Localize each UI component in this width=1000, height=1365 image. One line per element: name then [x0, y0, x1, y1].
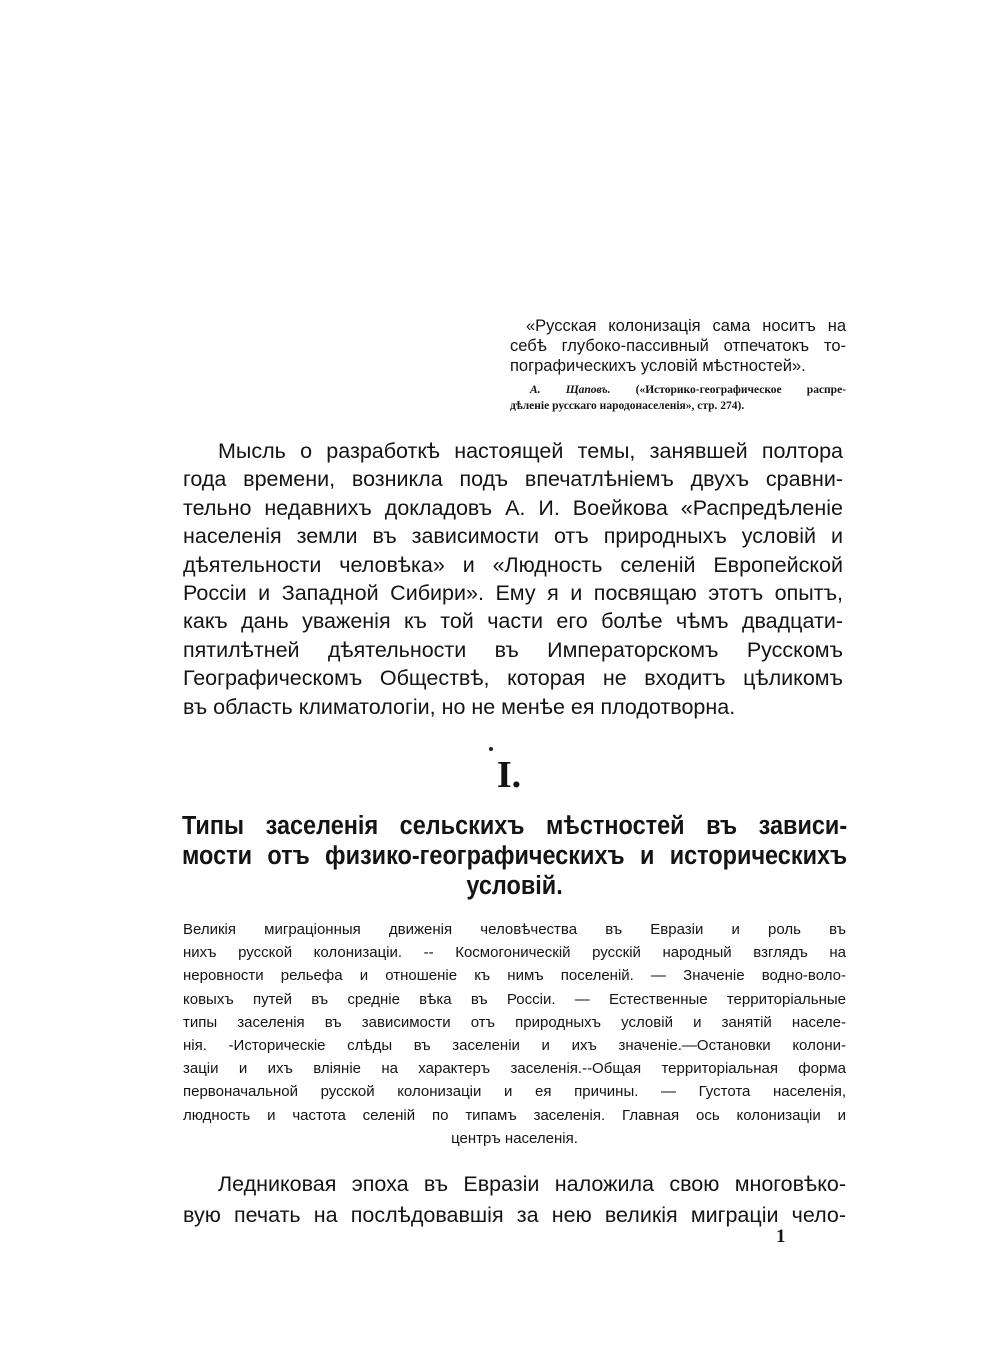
intro-line: Россіи и Западной Сибири». Ему я и посвящаю этотъ опытъ,: [183, 581, 843, 606]
chapter-title-line: условій.: [466, 872, 563, 900]
summary-line: первоначальной русской колонизаціи и ея причины. — Густота населенія,: [183, 1083, 846, 1101]
intro-paragraph: [183, 437, 843, 721]
body-line: Ледниковая эпоха въ Евразіи наложила свою многовѣко-: [218, 1172, 846, 1196]
epigraph-source: [510, 382, 846, 414]
epigraph-line: «Русская колонизація сама носитъ на: [526, 317, 846, 335]
page-number: 1: [776, 1226, 786, 1247]
intro-line: пятилѣтней дѣятельности въ Императорскомъ Русскомъ: [183, 637, 843, 662]
summary-line: нихъ русской колонизаціи. -- Космогоническій русскій народный взглядъ на: [183, 944, 846, 962]
epigraph-source-line: [510, 382, 846, 398]
chapter-title-line: мости отъ физико-географическихъ и историческихъ: [182, 842, 848, 870]
summary-line: центръ населенія.: [451, 1129, 578, 1147]
chapter-title: [182, 811, 847, 901]
summary-line: людность и частота селеній по типамъ заселенія. Главная ось колонизаціи и: [183, 1106, 846, 1124]
chapter-number: I.: [496, 754, 522, 796]
epigraph-source-line: дѣленіе русскаго народонаселенія», стр. 274).: [510, 400, 745, 412]
summary-line: ковыхъ путей въ средніе вѣка въ Россіи. — Естественные территоріальные: [183, 990, 846, 1008]
intro-line: Мысль о разработкѣ настоящей темы, занявшей полтора: [218, 439, 843, 463]
epigraph-line: себѣ глубоко-пассивный отпечатокъ то-: [510, 337, 846, 355]
summary-line: Великія миграціонныя движенія человѣчества въ Евразіи и роль въ: [183, 921, 846, 938]
epigraph: [510, 316, 846, 414]
summary-line: типы заселенія въ зависимости отъ природныхъ условій и занятій населе-: [183, 1013, 846, 1031]
summary-line: неровности рельефа и отношеніе къ нимъ поселеній. — Значеніе водно-воло-: [183, 967, 846, 985]
epigraph-source-author: А. Щаповъ.: [530, 384, 611, 396]
intro-line: Географическомъ Обществѣ, которая не входитъ цѣликомъ: [183, 666, 843, 691]
intro-line: въ область климатологіи, но не менѣе ея плодотворна.: [183, 694, 736, 719]
body-paragraph: [183, 1169, 846, 1231]
intro-line: года времени, возникла подъ впечатлѣніемъ двухъ сравни-: [183, 467, 843, 492]
summary-line: заціи и ихъ вліяніе на характеръ заселенія.--Общая территоріальная форма: [183, 1060, 846, 1078]
epigraph-source-text: («Историко-географическое распре-: [635, 384, 847, 396]
intro-line: тельно недавнихъ докладовъ А. И. Воейкова «Распредѣленіе: [183, 495, 843, 520]
intro-line: какъ дань уваженія къ той части его болѣе чѣмъ двадцати-: [183, 609, 843, 634]
chapter-summary: [183, 918, 846, 1150]
chapter-title-line: Типы заселенія сельскихъ мѣстностей въ зависи-: [182, 812, 848, 840]
chapter-dot: [489, 747, 493, 751]
intro-line: населенія земли въ зависимости отъ природныхъ условій и: [183, 524, 843, 549]
epigraph-line: пографическихъ условій мѣстностей».: [510, 357, 806, 375]
body-line: вую печать на послѣдовавшія за нею великія миграціи чело-: [183, 1203, 846, 1227]
summary-line: нія. -Историческіе слѣды въ заселеніи и ихъ значеніе.—Остановки колони-: [183, 1037, 846, 1055]
intro-line: дѣятельности человѣка» и «Людность селеній Европейской: [183, 552, 843, 577]
